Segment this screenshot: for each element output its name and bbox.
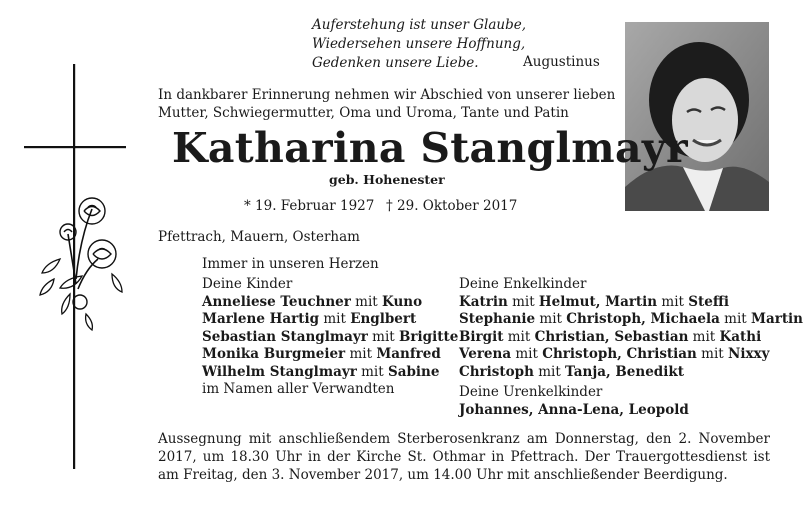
death-date: † 29. Oktober 2017 (386, 198, 518, 214)
birth-date: * 19. Februar 1927 (244, 198, 375, 214)
list-item: Christoph mit Tanja, Benedikt (459, 363, 684, 380)
intro-text (158, 86, 615, 122)
cross-with-roses-icon (20, 64, 132, 474)
grandchildren-list (459, 276, 803, 381)
list-item: Birgit mit Christian, Sebastian mit Kathi (459, 328, 762, 345)
list-item: Sebastian Stanglmayr mit Brigitte (202, 328, 459, 345)
list-item: Anneliese Teuchner mit Kuno (202, 293, 423, 310)
opening-quote (312, 16, 526, 73)
quote-author: Augustinus (523, 54, 600, 70)
great-grandchildren (459, 384, 689, 419)
list-item: Stephanie mit Christoph, Michaela mit Martin (459, 311, 803, 327)
list-item: Verena mit Christoph, Christian mit Nixxy (459, 346, 770, 362)
quote-line: Wiedersehen unsere Hoffnung, (312, 36, 526, 52)
children-heading: Deine Kinder (202, 276, 293, 292)
children-list (202, 276, 458, 399)
places: Pfettrach, Mauern, Osterham (158, 229, 360, 245)
funeral-details: Aussegnung mit anschließendem Sterberosenkranz am Donnerstag, den 2. November 2017, um 18.30 Uhr in der Kirche St. Othmar in Pfettrach. Der Trauergottesdienst ist am Freitag, den 3. November 2017, um 14.00 Uhr mit anschließender Beerdigung. (158, 431, 770, 483)
great-grandchildren-names: Johannes, Anna-Lena, Leopold (459, 401, 689, 418)
list-item: Wilhelm Stanglmayr mit Sabine (202, 363, 440, 380)
list-item: Marlene Hartig mit Englbert (202, 311, 417, 327)
great-grandchildren-heading: Deine Urenkelkinder (459, 384, 603, 400)
grandchildren-heading: Deine Enkelkinder (459, 276, 587, 292)
list-item: Monika Burgmeier mit Manfred (202, 346, 441, 362)
quote-line: Gedenken unsere Liebe. (312, 55, 479, 71)
intro-line: Mutter, Schwiegermutter, Oma und Uroma, Tante und Patin (158, 105, 569, 121)
list-item: Katrin mit Helmut, Martin mit Steffi (459, 293, 730, 310)
portrait-image (625, 22, 769, 211)
intro-line: In dankbarer Erinnerung nehmen wir Abschied von unserer lieben (158, 87, 616, 103)
deceased-name: Katharina Stanglmayr (172, 124, 688, 172)
relatives-line: im Namen aller Verwandten (202, 381, 395, 397)
quote-line: Auferstehung ist unser Glaube, (312, 17, 527, 33)
portrait-photo (625, 22, 769, 211)
maiden-name: geb. Hohenester (329, 172, 445, 187)
in-memory-line: Immer in unseren Herzen (202, 256, 379, 272)
